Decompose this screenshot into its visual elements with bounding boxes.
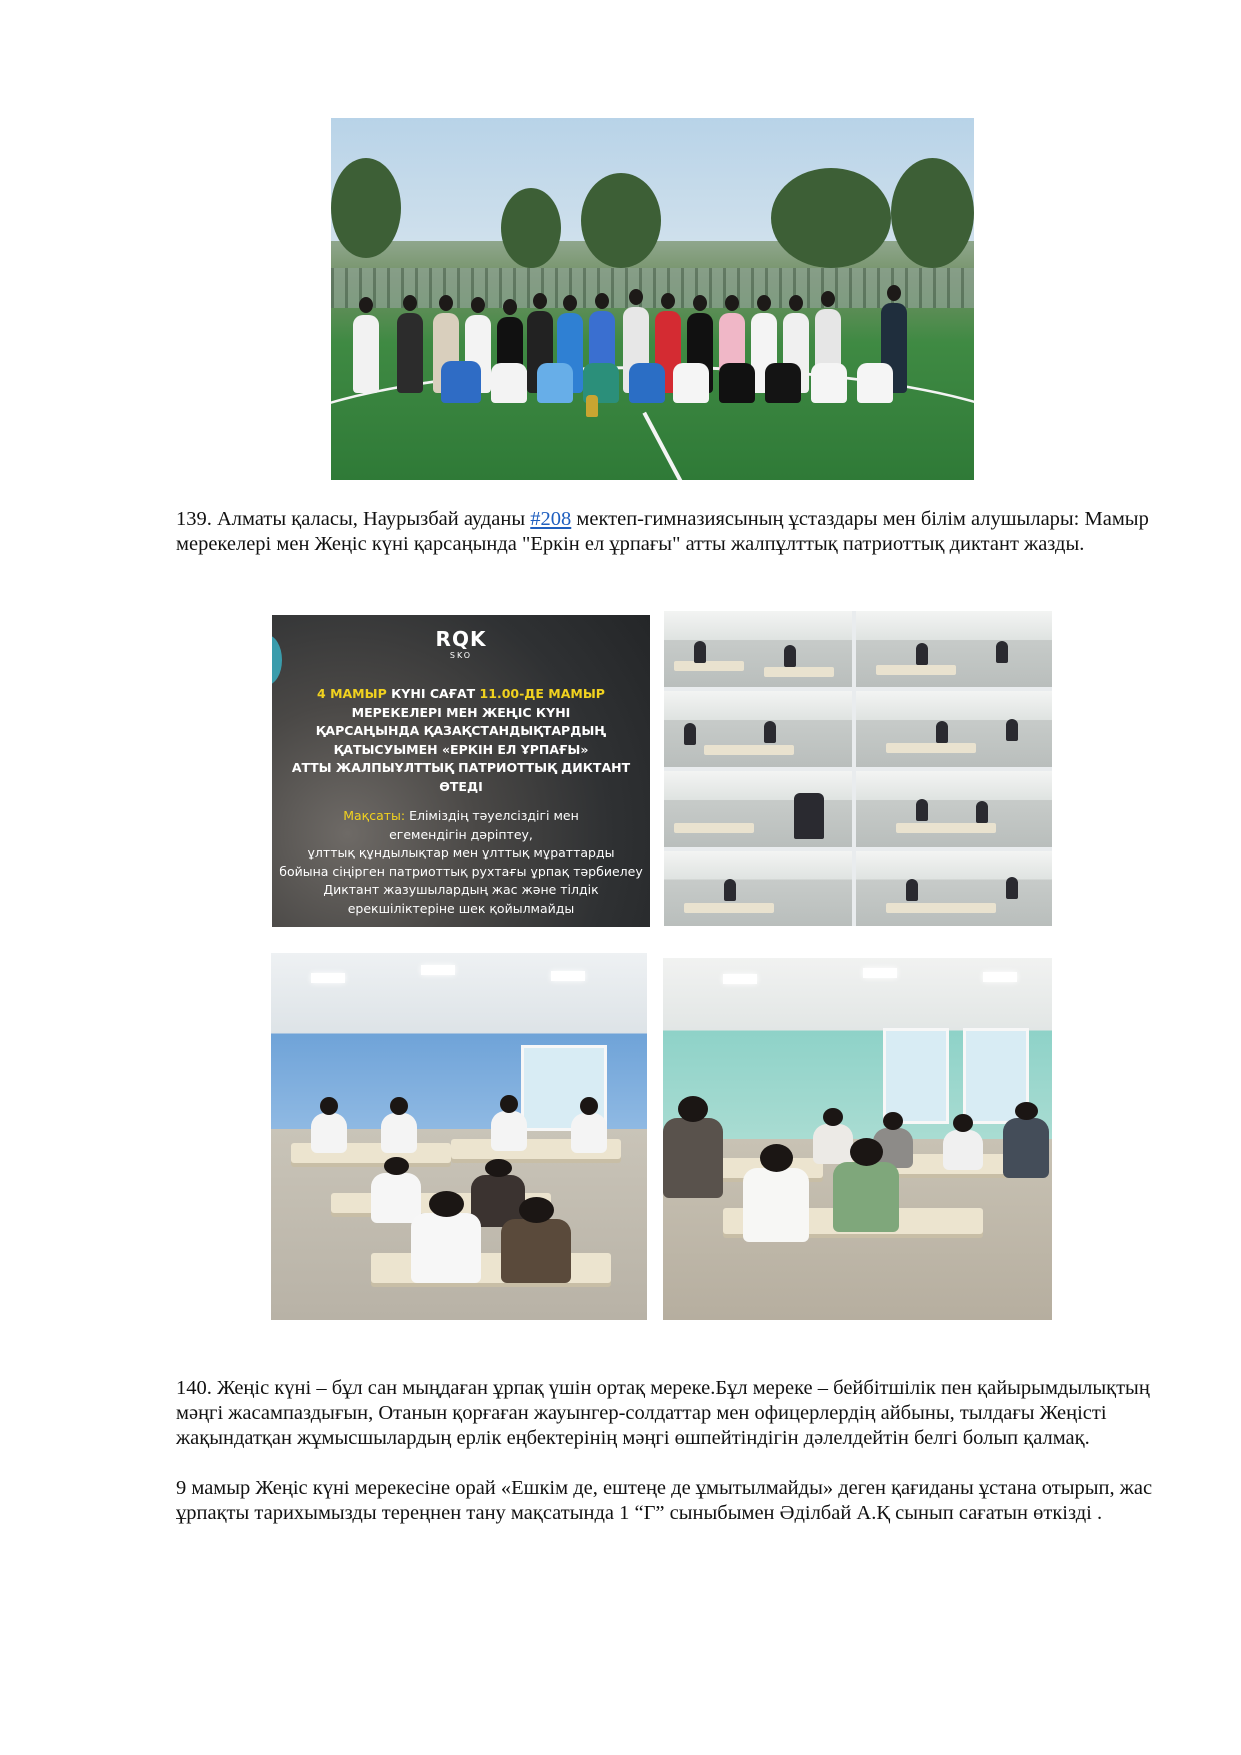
paragraph-139: 139. Алматы қаласы, Наурызбай ауданы #208 мектеп-гимназиясының ұстаздары мен білім алушылары: Мамыр мерекелері мен Жеңіс күні қарсаңында "Еркін ел ұрпағы" атты жалпұлттық патриоттық диктант жазды. [176, 508, 1149, 555]
classroom-collage [664, 611, 1052, 926]
paragraph-140: 140. Жеңіс күні – бұл сан мыңдаған ұрпақ үшін ортақ мереке.Бұл мереке – бейбітшілік пен қайырымдылықтың мәңгі жасампаздығын, Отанын қорғаған жауынгер-солдаттар мен офицерлердің айбыны, тылдағы Жеңісті жақындатқан жұмысшылардың ерлік еңбектерінің мәңгі өшпейтіндігін дәлелдейтін белгі болып қалмақ. [176, 1377, 1150, 1449]
poster-aim: Мақсаты: Еліміздің тәуелсіздігі мен егемендігін дәріптеу, ұлттық құндылықтар мен ұлттық мұраттарды бойына сіңірген патриоттық рухтағы ұрпақ тәрбиелеу Диктант жазушылардың жас және тілдік ерекшіліктеріне шек қойылмайды [279, 808, 643, 916]
football-team-photo [331, 118, 974, 480]
team-group [341, 283, 961, 413]
poster-logo: RQK SKO [435, 627, 487, 660]
poster-announcement: 4 МАМЫР КҮНІ САҒАТ 11.00-ДЕ МАМЫР МЕРЕКЕЛЕРІ МЕН ЖЕҢІС КҮНІ ҚАРСАҢЫНДА ҚАЗАҚСТАНДЫҚТАРДЫҢ ҚАТЫСУЫМЕН «ЕРКІН ЕЛ ҰРПАҒЫ» АТТЫ ЖАЛПЫҰЛТТЫҚ ПАТРИОТТЫҚ ДИКТАНТ ӨТЕДІ [291, 686, 631, 794]
dictation-poster [272, 615, 650, 927]
paragraph-140-class-hour: 9 мамыр Жеңіс күні мерекесіне орай «Ешкім де, ештеңе де ұмытылмайды» деген қағиданы ұстана отырып, жас ұрпақты тарихымызды тереңнен тану мақсатында 1 “Г” сыныбымен Әділбай А.Қ сынып сағатын өткізді . [176, 1477, 1153, 1524]
trophy-icon [586, 395, 598, 417]
classroom-photo-left [271, 953, 647, 1320]
classroom-photo-right [663, 958, 1052, 1320]
school-link[interactable]: #208 [530, 508, 572, 530]
